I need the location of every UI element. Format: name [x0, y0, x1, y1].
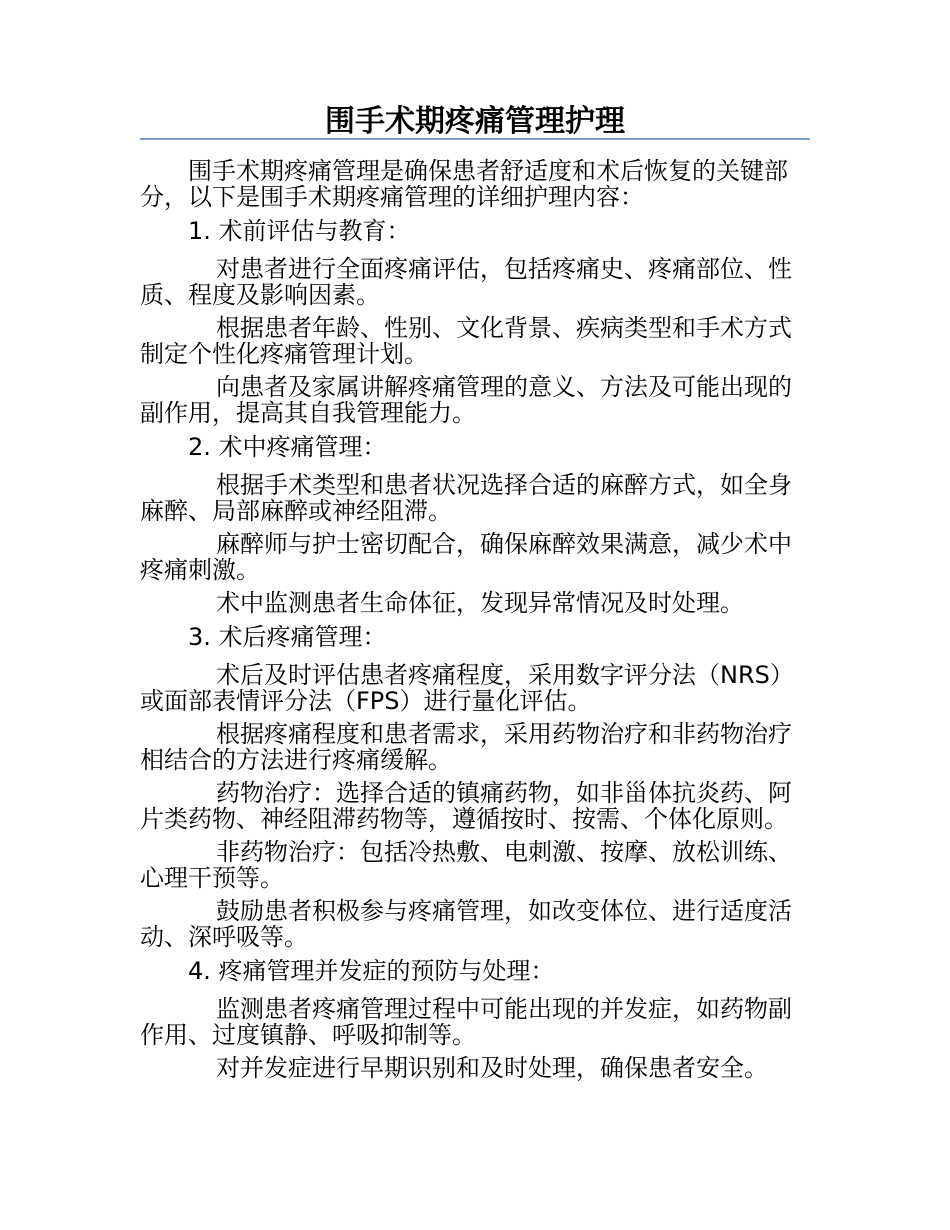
title-underline — [140, 138, 810, 140]
list-item: 药物治疗：选择合适的镇痛药物，如非甾体抗炎药、阿片类药物、神经阻滞药物等，遵循按时、按需、个体化原则。 — [140, 779, 792, 833]
section-heading: 4. 疼痛管理并发症的预防与处理： — [188, 957, 555, 985]
list-item: 根据手术类型和患者状况选择合适的麻醉方式，如全身麻醉、局部麻醉或神经阻滞。 — [140, 471, 792, 525]
list-item: 鼓励患者积极参与疼痛管理，如改变体位、进行适度活动、深呼吸等。 — [140, 897, 792, 951]
list-item: 对患者进行全面疼痛评估，包括疼痛史、疼痛部位、性质、程度及影响因素。 — [140, 255, 792, 309]
list-item: 对并发症进行早期识别和及时处理，确保患者安全。 — [216, 1054, 768, 1082]
list-item: 非药物治疗：包括冷热敷、电刺激、按摩、放松训练、心理干预等。 — [140, 838, 792, 892]
list-item: 术中监测患者生命体征，发现异常情况及时处理。 — [216, 589, 744, 617]
document-body — [140, 158, 810, 1088]
list-item: 监测患者疼痛管理过程中可能出现的并发症，如药物副作用、过度镇静、呼吸抑制等。 — [140, 995, 792, 1049]
section-intraop — [140, 433, 810, 616]
document-title: 围手术期疼痛管理护理 — [325, 104, 625, 139]
list-item: 麻醉师与护士密切配合，确保麻醉效果满意，减少术中疼痛刺激。 — [140, 530, 792, 584]
list-item: 根据患者年龄、性别、文化背景、疾病类型和手术方式制定个性化疼痛管理计划。 — [140, 314, 792, 368]
intro-paragraph: 围手术期疼痛管理是确保患者舒适度和术后恢复的关键部分，以下是围手术期疼痛管理的详细护理内容： — [140, 157, 788, 211]
section-postop — [140, 623, 810, 950]
section-heading: 2. 术中疼痛管理： — [188, 433, 387, 461]
section-complications — [140, 957, 810, 1081]
section-preop — [140, 217, 810, 426]
section-heading: 3. 术后疼痛管理： — [188, 623, 387, 651]
section-heading: 1. 术前评估与教育： — [188, 217, 411, 245]
list-item: 术后及时评估患者疼痛程度，采用数字评分法（NRS）或面部表情评分法（FPS）进行量化评估。 — [140, 661, 794, 715]
list-item: 向患者及家属讲解疼痛管理的意义、方法及可能出现的副作用，提高其自我管理能力。 — [140, 373, 792, 427]
list-item: 根据疼痛程度和患者需求，采用药物治疗和非药物治疗相结合的方法进行疼痛缓解。 — [140, 720, 792, 774]
